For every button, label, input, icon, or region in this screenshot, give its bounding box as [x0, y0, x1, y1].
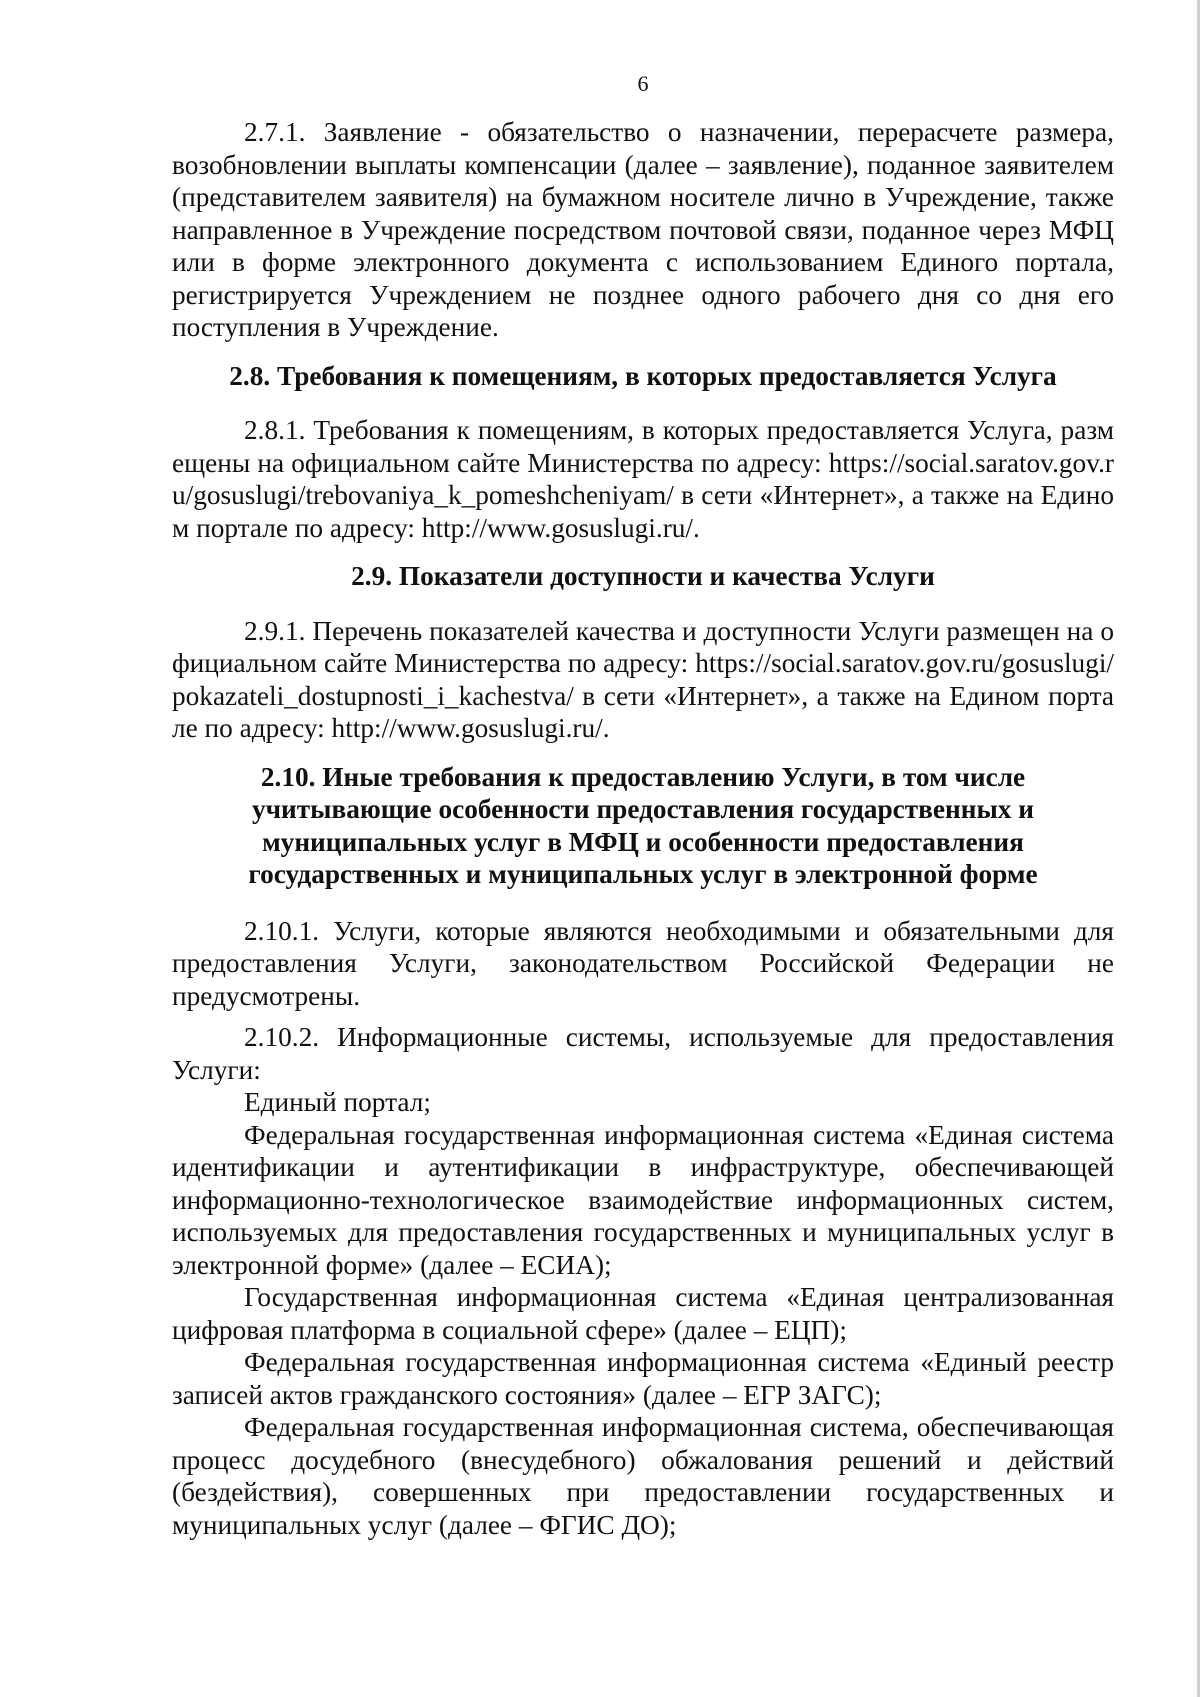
- system-item-fgis-do: Федеральная государственная информационная система, обеспечивающая процесс досудебного (внесудебного) обжалования решений и действий (бездействия), совершенных при предоставлении государственных и муниципальных услуг (далее – ФГИС ДО);: [172, 1412, 1114, 1540]
- section-heading-2-10: 2.10. Иные требования к предоставлению Услуги, в том числе учитывающие особенности предоставления государственных и муниципальных услуг в МФЦ и особенности предоставления государственных и муниципальных услуг в электронной форме: [248, 761, 1038, 889]
- system-item-single-portal: Единый портал;: [244, 1087, 431, 1117]
- system-item-esia: Федеральная государственная информационная система «Единая система идентификации и аутентификации в инфраструктуре, обеспечивающей информационно-технологическое взаимодействие информационных систем, используемых для предоставления государственных и муниципальных услуг в электронной форме» (далее – ЕСИА);: [172, 1119, 1114, 1280]
- clause-2-7-1: 2.7.1. Заявление - обязательство о назначении, перерасчете размера, возобновлении выплаты компенсации (далее – заявление), поданное заявителем (представителем заявителя) на бумажном носителе лично в Учреждение, также направленное в Учреждение посредством почтовой связи, поданное через МФЦ или в форме электронного документа с использованием Единого портала, регистрируется Учреждением не позднее одного рабочего дня со дня его поступления в Учреждение.: [172, 117, 1114, 342]
- clause-2-8-1: 2.8.1. Требования к помещениям, в которых предоставляется Услуга, размещены на официальном сайте Министерства по адресу: https://social.saratov.gov.ru/gosuslugi/trebovaniya_k_pomeshcheniyam/ в сети «Интернет», а также на Едином портале по адресу: http://www.gosuslugi.ru/.: [172, 415, 1114, 543]
- clause-2-10-1: 2.10.1. Услуги, которые являются необходимыми и обязательными для предоставления Услуги, законодательством Российской Федерации не предусмотрены.: [172, 915, 1114, 1011]
- clause-2-9-1: 2.9.1. Перечень показателей качества и доступности Услуги размещен на официальном сайте Министерства по адресу: https://social.saratov.gov.ru/gosuslugi/pokazateli_dostupnosti_i_kachestva/ в сети «Интернет», а также на Едином портале по адресу: http://www.gosuslugi.ru/.: [172, 615, 1114, 743]
- system-item-ecp: Государственная информационная система «Единая централизованная цифровая платформа в социальной сфере» (далее – ЕЦП);: [172, 1282, 1114, 1345]
- section-heading-2-8: 2.8. Требования к помещениям, в которых предоставляется Услуга: [229, 360, 1057, 391]
- section-heading-2-9: 2.9. Показатели доступности и качества Услуги: [351, 561, 935, 591]
- system-item-egr-zags: Федеральная государственная информационная система «Единый реестр записей актов гражданского состояния» (далее – ЕГР ЗАГС);: [172, 1347, 1114, 1410]
- page-number: 6: [637, 71, 649, 96]
- clause-2-10-2: 2.10.2. Информационные системы, используемые для предоставления Услуги:: [172, 1022, 1114, 1085]
